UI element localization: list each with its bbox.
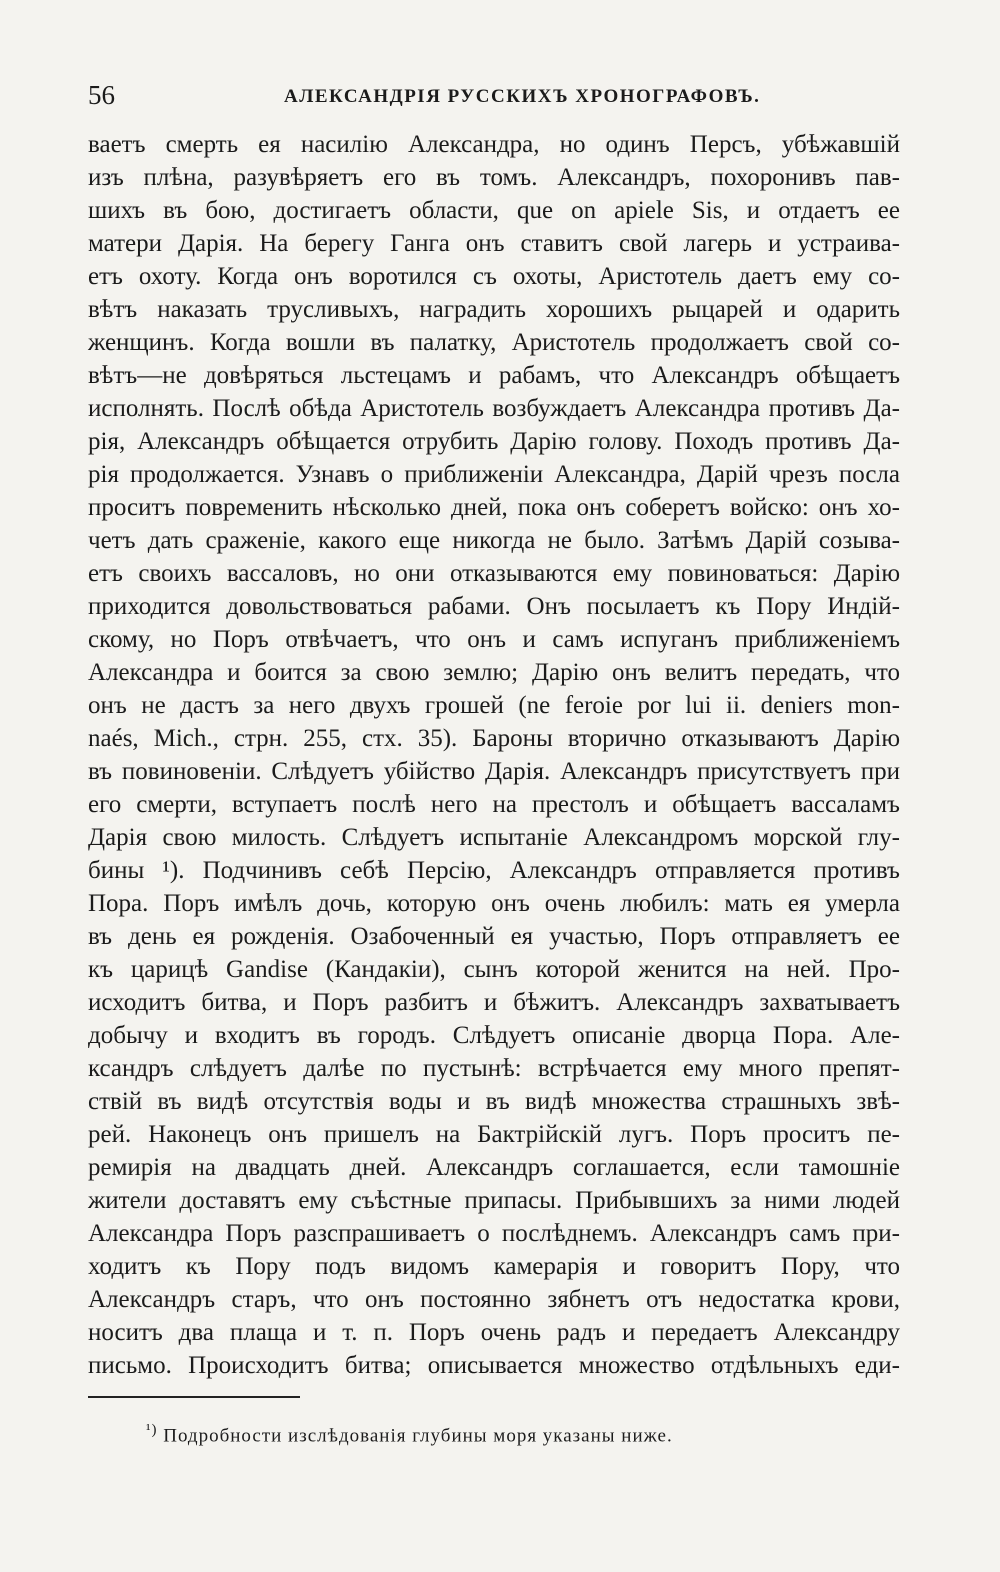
text-line: женщинъ. Когда вошли въ палатку, Аристотель продолжаетъ свой со- bbox=[88, 329, 900, 356]
running-title: АЛЕКСАНДРІЯ РУССКИХЪ ХРОНОГРАФОВЪ. bbox=[284, 86, 761, 107]
text-line: Пора. Поръ имѣлъ дочь, которую онъ очень любилъ: мать ея умерла bbox=[88, 890, 900, 917]
text-line: ходитъ къ Пору подъ видомъ камерарія и говоритъ Пору, что bbox=[88, 1253, 900, 1280]
text-line: проситъ повременить нѣсколько дней, пока онъ соберетъ войско: онъ хо- bbox=[88, 494, 900, 521]
text-line: рія продолжается. Узнавъ о приближеніи Александра, Дарій чрезъ посла bbox=[88, 461, 900, 488]
text-line: ремирія на двадцать дней. Александръ соглашается, если тамошніе bbox=[88, 1154, 900, 1181]
text-line: исполнять. Послѣ обѣда Аристотель возбуждаетъ Александра противъ Да- bbox=[88, 395, 900, 422]
footnote-text: Подробности изслѣдованія глубины моря указаны ниже. bbox=[163, 1425, 673, 1447]
text-line: письмо. Происходитъ битва; описывается множество отдѣльныхъ еди- bbox=[88, 1352, 900, 1379]
text-line: въ день ея рожденія. Озабоченный ея участью, Поръ отправляетъ ее bbox=[88, 923, 900, 950]
text-line: въ повиновеніи. Слѣдуетъ убійство Дарія. Александръ присутствуетъ при bbox=[88, 758, 900, 785]
text-line: Александра и боится за свою землю; Дарію онъ велитъ передать, что bbox=[88, 659, 900, 686]
text-line: naés, Mich., стрн. 255, стх. 35). Бароны вторично отказываютъ Дарію bbox=[88, 725, 900, 752]
text-line: етъ охоту. Когда онъ воротился съ охоты, Аристотель даетъ ему со- bbox=[88, 263, 900, 290]
text-line: Александра Поръ разспрашиваетъ о послѣднемъ. Александръ самъ при- bbox=[88, 1220, 900, 1247]
text-line: шихъ въ бою, достигаетъ области, que on apiele Sis, и отдаетъ ее bbox=[88, 197, 900, 224]
text-line: скому, но Поръ отвѣчаетъ, что онъ и самъ испуганъ приближеніемъ bbox=[88, 626, 900, 653]
running-head bbox=[88, 80, 900, 114]
text-line: вѣтъ—не довѣряться льстецамъ и рабамъ, что Александръ обѣщаетъ bbox=[88, 362, 900, 389]
text-line: Александръ старъ, что онъ постоянно зябнетъ отъ недостатка крови, bbox=[88, 1286, 900, 1313]
footnote-marker: ¹) bbox=[146, 1422, 158, 1438]
text-line: носитъ два плаща и т. п. Поръ очень радъ и передаетъ Александру bbox=[88, 1319, 900, 1346]
text-line: Дарія свою милость. Слѣдуетъ испытаніе Александромъ морской глу- bbox=[88, 824, 900, 851]
text-line: онъ не дастъ за него двухъ грошей (ne feroie por lui ii. deniers mon- bbox=[88, 692, 900, 719]
text-line: бины ¹). Подчинивъ себѣ Персію, Александръ отправляется противъ bbox=[88, 857, 900, 884]
text-line: добычу и входитъ въ городъ. Слѣдуетъ описаніе дворца Пора. Але- bbox=[88, 1022, 900, 1049]
text-line: рія, Александръ обѣщается отрубить Дарію голову. Походъ противъ Да- bbox=[88, 428, 900, 455]
text-line: вѣтъ наказать трусливыхъ, наградить хорошихъ рыцарей и одарить bbox=[88, 296, 900, 323]
body-text bbox=[88, 128, 900, 1382]
text-line: къ царицѣ Gandise (Кандакіи), сынъ которой женится на ней. Про- bbox=[88, 956, 900, 983]
page-number: 56 bbox=[88, 80, 115, 110]
footnote-rule bbox=[88, 1396, 300, 1398]
text-line: ствій въ видѣ отсутствія воды и въ видѣ множества страшныхъ звѣ- bbox=[88, 1088, 900, 1115]
text-line: ксандръ слѣдуетъ далѣе по пустынѣ: встрѣчается ему много препят- bbox=[88, 1055, 900, 1082]
text-line: етъ своихъ вассаловъ, но они отказываются ему повиноваться: Дарію bbox=[88, 560, 900, 587]
text-line: приходится довольствоваться рабами. Онъ посылаетъ къ Пору Индій- bbox=[88, 593, 900, 620]
text-line: матери Дарія. На берегу Ганга онъ ставитъ свой лагерь и устраива- bbox=[88, 230, 900, 257]
text-line: рей. Наконецъ онъ пришелъ на Бактрійскій лугъ. Поръ проситъ пе- bbox=[88, 1121, 900, 1148]
text-line: ваетъ смерть ея насилію Александра, но одинъ Персъ, убѣжавшій bbox=[88, 131, 900, 158]
text-line: исходитъ битва, и Поръ разбитъ и бѣжитъ. Александръ захватываетъ bbox=[88, 989, 900, 1016]
text-line: жители доставятъ ему съѣстные припасы. Прибывшихъ за ними людей bbox=[88, 1187, 900, 1214]
text-line: изъ плѣна, разувѣряетъ его въ томъ. Александръ, похоронивъ пав- bbox=[88, 164, 900, 191]
text-line: четъ дать сраженіе, какого еще никогда не было. Затѣмъ Дарій созыва- bbox=[88, 527, 900, 554]
footnote bbox=[146, 1422, 673, 1447]
text-line: его смерти, вступаетъ послѣ него на престолъ и обѣщаетъ вассаламъ bbox=[88, 791, 900, 818]
